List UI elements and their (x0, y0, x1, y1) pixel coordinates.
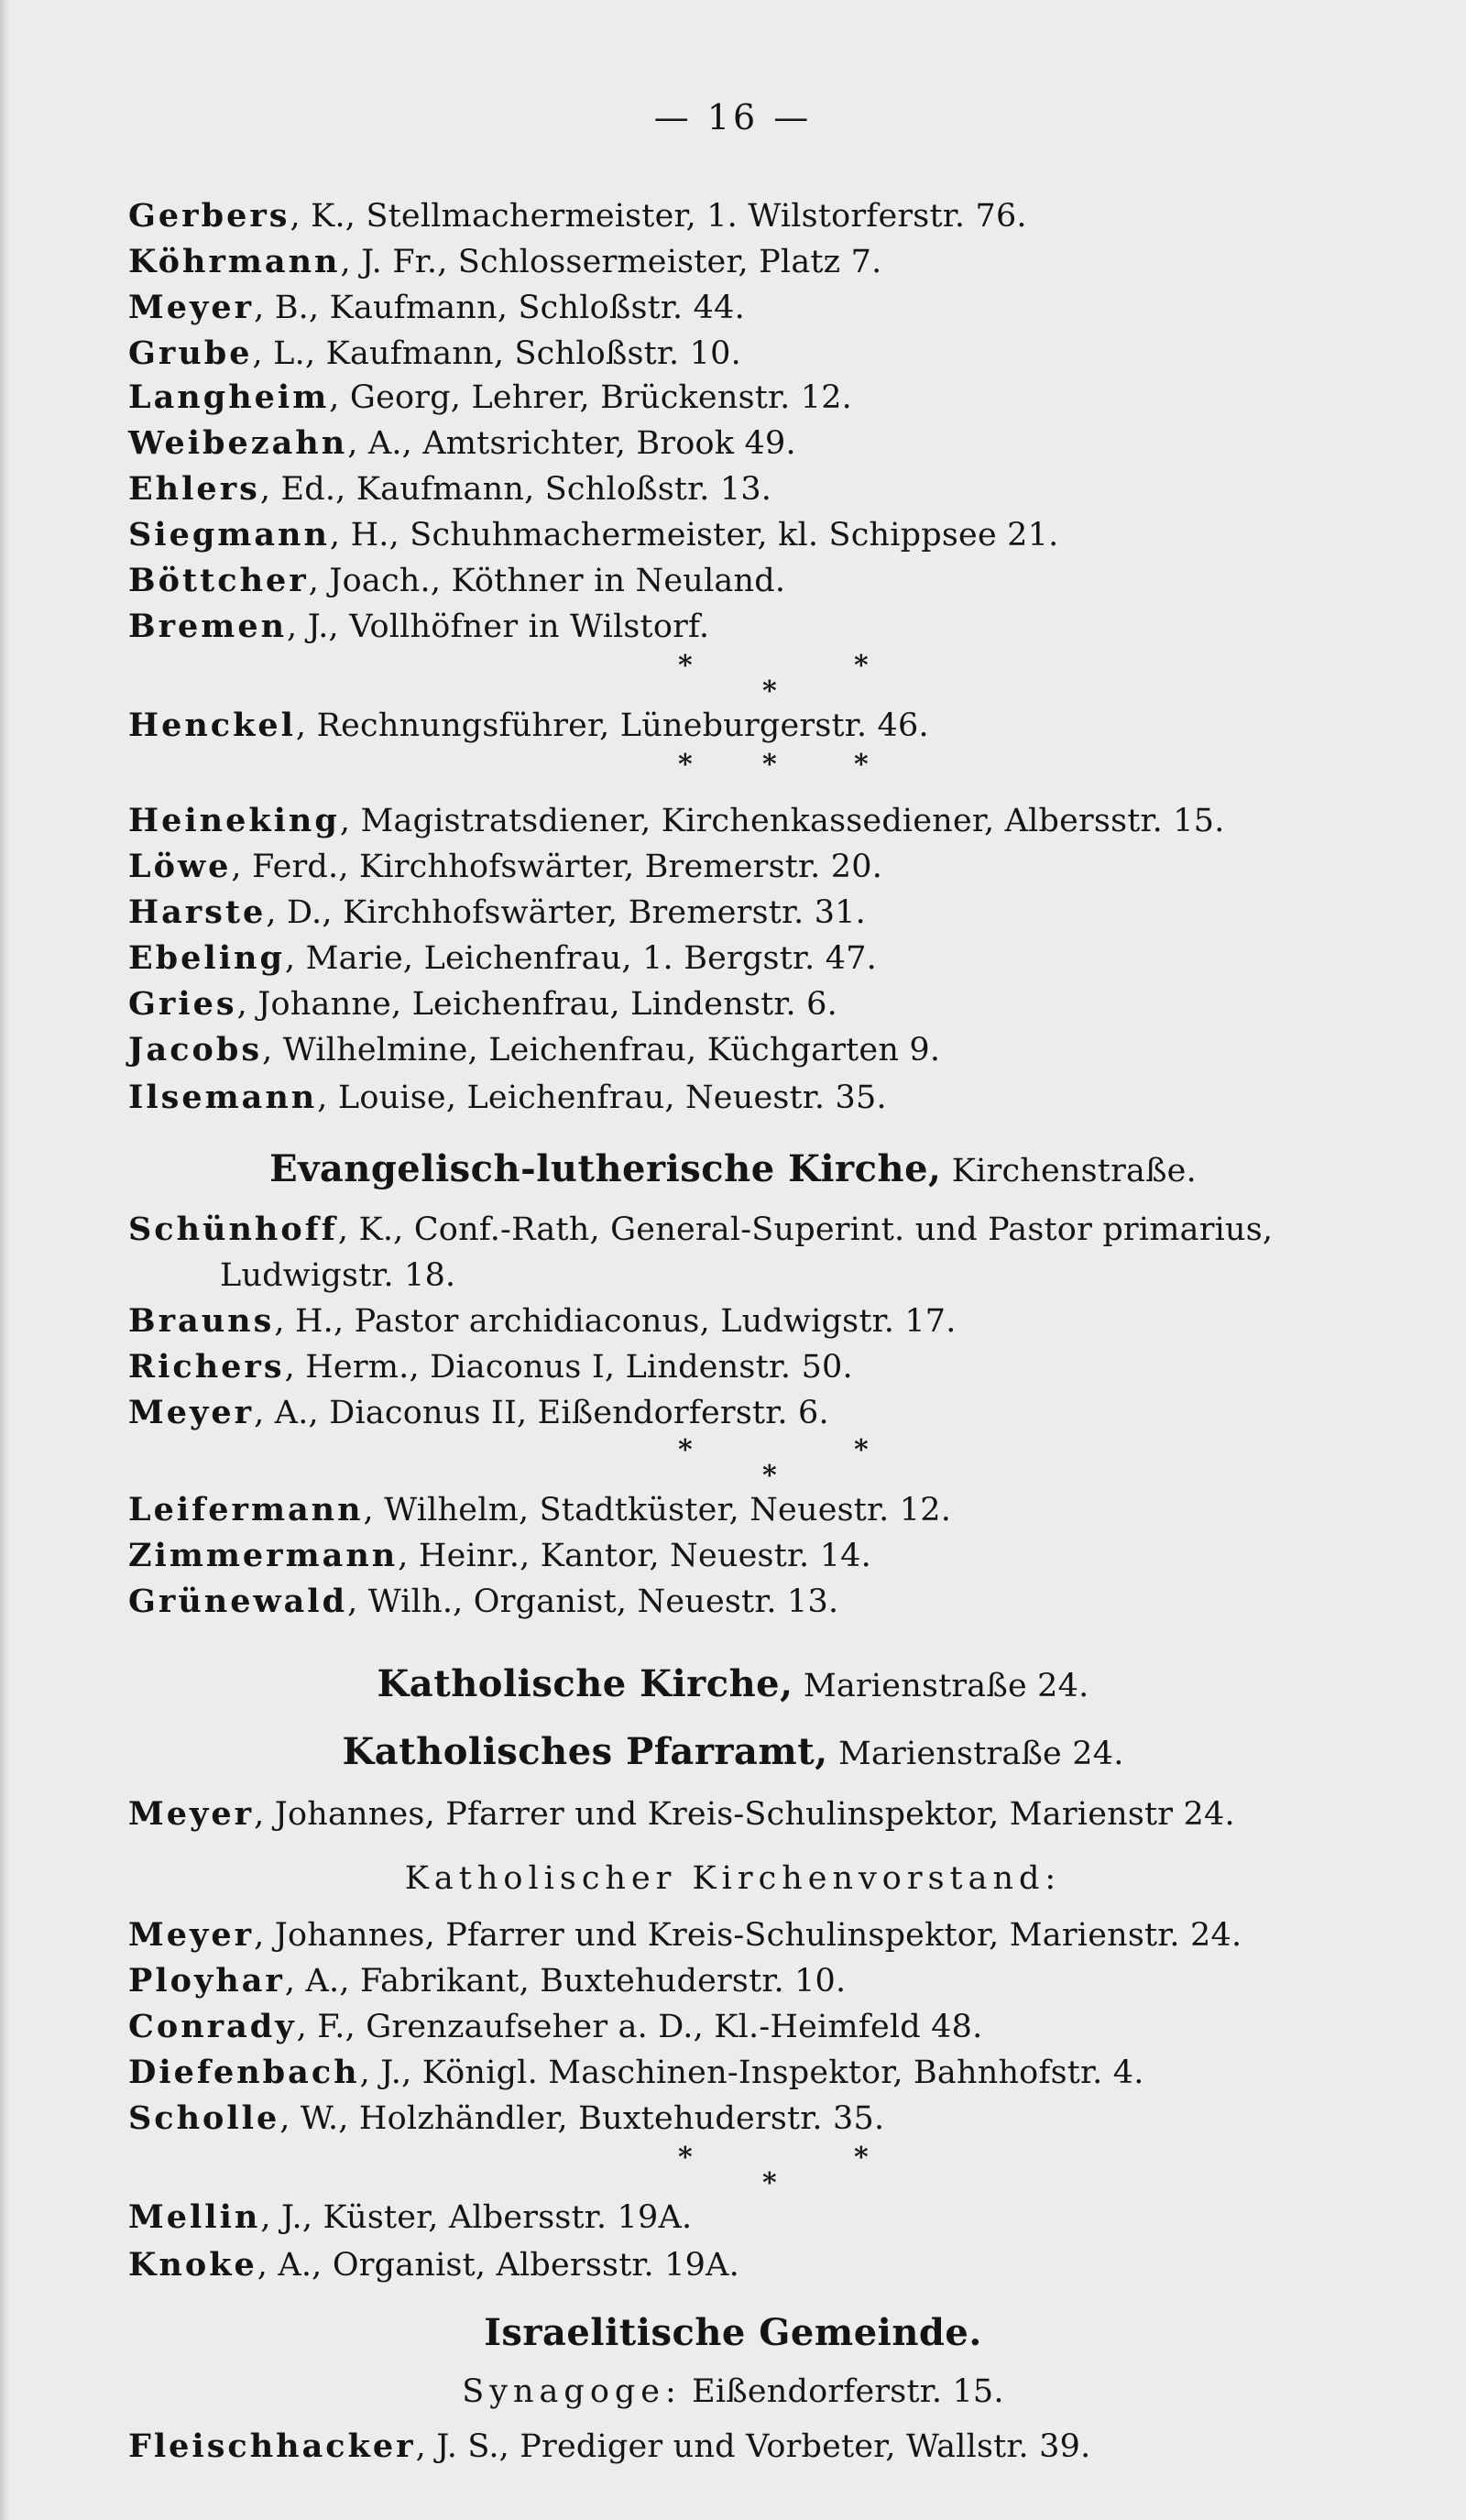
separator-star: * (762, 749, 777, 781)
entry-name: Meyer (128, 1795, 255, 1833)
entry-brauns (128, 1301, 957, 1342)
entry-schuenhoff (128, 1210, 1273, 1250)
entry-name: Löwe (128, 848, 232, 885)
entry-details: , Johannes, Pfarrer und Kreis-Schulinspektor, Marienstr. 24. (254, 1917, 1242, 1954)
entry-ployhar (128, 1961, 846, 2001)
entry-name: Harste (128, 893, 267, 931)
entry-scholle (128, 2098, 884, 2139)
entry-details: , H., Pastor archidiaconus, Ludwigstr. 17. (274, 1303, 957, 1340)
heading-address: Marienstraße 24. (793, 1668, 1089, 1704)
section-heading-jewish-community: Israelitische Gemeinde. (484, 2311, 982, 2354)
entry-meyer-a (128, 1393, 829, 1433)
entry-name: Mellin (128, 2198, 261, 2236)
page-number: — 16 — (653, 97, 813, 137)
entry-details: , J., Küster, Albersstr. 19A. (260, 2199, 693, 2236)
entry-details: , F., Grenzaufseher a. D., Kl.-Heimfeld 48. (296, 2009, 983, 2045)
separator-star: * (762, 1460, 777, 1492)
entry-ebeling (128, 938, 877, 979)
entry-gries (128, 984, 837, 1024)
entry-meyer-johannes (128, 1794, 1235, 1835)
entry-ehlers (128, 469, 771, 509)
entry-details: , K., Stellmachermeister, 1. Wilstorferstr. 76. (290, 198, 1027, 235)
entry-name: Richers (128, 1348, 285, 1386)
entry-details: , Wilh., Organist, Neuestr. 13. (347, 1583, 839, 1620)
entry-name: Leifermann (128, 1491, 364, 1528)
entry-details: , J., Königl. Maschinen-Inspektor, Bahnhofstr. 4. (359, 2054, 1144, 2091)
entry-bremen (128, 607, 709, 647)
entry-details: , Ed., Kaufmann, Schloßstr. 13. (259, 471, 772, 508)
entry-fleischhacker (128, 2427, 1090, 2467)
entry-richers (128, 1347, 853, 1387)
entry-details: , Wilhelm, Stadtküster, Neuestr. 12. (363, 1492, 952, 1528)
entry-langheim (128, 378, 852, 418)
entry-meyer-b (128, 288, 745, 328)
entry-details: , A., Fabrikant, Buxtehuderstr. 10. (284, 1963, 847, 2000)
entry-siegmann (128, 515, 1058, 555)
entry-name: Jacobs (128, 1031, 263, 1068)
section-heading-catholic-parish (0, 1732, 1466, 1774)
entry-name: Brauns (128, 1302, 275, 1340)
entry-details: , A., Organist, Albersstr. 19A. (257, 2247, 739, 2284)
entry-gerbers (128, 196, 1027, 236)
entry-details: , L., Kaufmann, Schloßstr. 10. (252, 335, 741, 372)
synagogue-address: Eißendorferstr. 15. (681, 2373, 1004, 2410)
entry-details: , D., Kirchhofswärter, Bremerstr. 31. (266, 894, 867, 931)
entry-gruenewald (128, 1582, 838, 1622)
entry-details: , Marie, Leichenfrau, 1. Bergstr. 47. (284, 940, 877, 977)
separator-star: * (678, 749, 693, 781)
entry-mellin (128, 2197, 692, 2238)
entry-jacobs (128, 1030, 940, 1070)
entry-name: Scholle (128, 2099, 280, 2137)
entry-details: Ludwigstr. 18. (220, 1257, 456, 1294)
entry-koehrmann (128, 242, 881, 282)
entry-name: Meyer (128, 289, 255, 326)
entry-name: Gries (128, 985, 237, 1023)
entry-name: Ilsemann (128, 1079, 318, 1116)
entry-name: Grünewald (128, 1583, 348, 1620)
entry-details: , Rechnungsführer, Lüneburgerstr. 46. (295, 707, 929, 744)
entry-zimmermann (128, 1536, 871, 1576)
separator-star: * (854, 2142, 869, 2174)
entry-details: , B., Kaufmann, Schloßstr. 44. (254, 290, 745, 326)
separator-star: * (762, 675, 777, 707)
entry-name: Henckel (128, 707, 296, 744)
entry-details: , J., Vollhöfner in Wilstorf. (287, 608, 710, 645)
entry-details: , Magistratsdiener, Kirchenkassediener, Albersstr. 15. (339, 803, 1225, 839)
entry-name: Zimmermann (128, 1537, 399, 1574)
entry-details: , Georg, Lehrer, Brückenstr. 12. (329, 379, 853, 416)
entry-heineking (128, 801, 1225, 841)
entry-details: , K., Conf.-Rath, General-Superint. und Pastor primarius, (337, 1211, 1274, 1248)
entry-name: Heineking (128, 802, 340, 839)
entry-details: , H., Schuhmachermeister, kl. Schippsee 21. (329, 517, 1059, 553)
entry-name: Ehlers (128, 470, 260, 508)
separator-star: * (762, 2167, 777, 2199)
entry-details: , Johanne, Leichenfrau, Lindenstr. 6. (236, 986, 837, 1023)
entry-loewe (128, 847, 882, 887)
entry-grube (128, 334, 741, 374)
entry-continuation (220, 1255, 455, 1296)
entry-name: Fleischhacker (128, 2427, 416, 2465)
subheading-church-board: Katholischer Kirchenvorstand: (404, 1860, 1062, 1897)
entry-leifermann (128, 1490, 951, 1530)
separator-star: * (854, 1434, 869, 1466)
entry-meyer-board (128, 1915, 1242, 1956)
section-heading-lutheran (0, 1149, 1466, 1191)
entry-name: Meyer (128, 1394, 255, 1431)
entry-name: Weibezahn (128, 424, 348, 462)
entry-henckel (128, 706, 929, 746)
entry-name: Schünhoff (128, 1211, 338, 1248)
entry-name: Köhrmann (128, 243, 341, 280)
section-separator (678, 2144, 880, 2208)
entry-details: , A., Diaconus II, Eißendorferstr. 6. (254, 1395, 829, 1431)
entry-name: Ebeling (128, 939, 285, 977)
heading-title: Evangelisch-lutherische Kirche, (269, 1147, 942, 1190)
entry-name: Gerbers (128, 197, 290, 235)
entry-diefenbach (128, 2053, 1144, 2093)
heading-title: Katholisches Pfarramt, (342, 1730, 828, 1773)
entry-details: , W., Holzhändler, Buxtehuderstr. 35. (279, 2100, 885, 2137)
entry-details: , J. Fr., Schlossermeister, Platz 7. (340, 244, 882, 280)
entry-name: Bremen (128, 608, 288, 645)
separator-star: * (678, 1434, 693, 1466)
entry-details: , Johannes, Pfarrer und Kreis-Schulinspektor, Marienstr 24. (254, 1796, 1235, 1833)
entry-details: , A., Amtsrichter, Brook 49. (347, 425, 796, 462)
entry-name: Böttcher (128, 562, 309, 599)
section-separator (678, 744, 880, 808)
separator-star: * (678, 2142, 693, 2174)
entry-name: Grube (128, 334, 253, 372)
section-heading-catholic-church (0, 1664, 1466, 1706)
heading-address: Kirchenstraße. (941, 1153, 1197, 1189)
entry-name: Ployhar (128, 1962, 285, 2000)
entry-name: Meyer (128, 1916, 255, 1954)
entry-harste (128, 893, 866, 933)
entry-details: , Herm., Diaconus I, Lindenstr. 50. (284, 1349, 853, 1386)
entry-details: , Ferd., Kirchhofswärter, Bremerstr. 20. (231, 849, 883, 885)
entry-ilsemann (128, 1078, 887, 1118)
entry-boettcher (128, 561, 785, 601)
heading-address: Marienstraße 24. (827, 1736, 1124, 1772)
entry-name: Siegmann (128, 516, 330, 553)
entry-weibezahn (128, 423, 796, 464)
entry-name: Knoke (128, 2246, 257, 2284)
entry-details: , Joach., Köthner in Neuland. (308, 563, 786, 599)
entry-details: , Wilhelmine, Leichenfrau, Küchgarten 9. (262, 1032, 941, 1068)
entry-name: Conrady (128, 2008, 297, 2045)
entry-name: Langheim (128, 378, 330, 416)
separator-star: * (678, 650, 693, 682)
heading-title: Katholische Kirche, (377, 1662, 793, 1705)
entry-name: Diefenbach (128, 2054, 360, 2091)
entry-details: , Louise, Leichenfrau, Neuestr. 35. (317, 1079, 887, 1116)
entry-details: , Heinr., Kantor, Neuestr. 14. (398, 1538, 871, 1574)
entry-details: , J. S., Prediger und Vorbeter, Wallstr. 39. (415, 2428, 1091, 2465)
synagogue-label: Synagoge: (462, 2373, 682, 2410)
entry-conrady (128, 2007, 982, 2047)
separator-star: * (854, 749, 869, 781)
separator-star: * (854, 650, 869, 682)
entry-knoke (128, 2245, 739, 2285)
synagogue-line (0, 2372, 1466, 2412)
